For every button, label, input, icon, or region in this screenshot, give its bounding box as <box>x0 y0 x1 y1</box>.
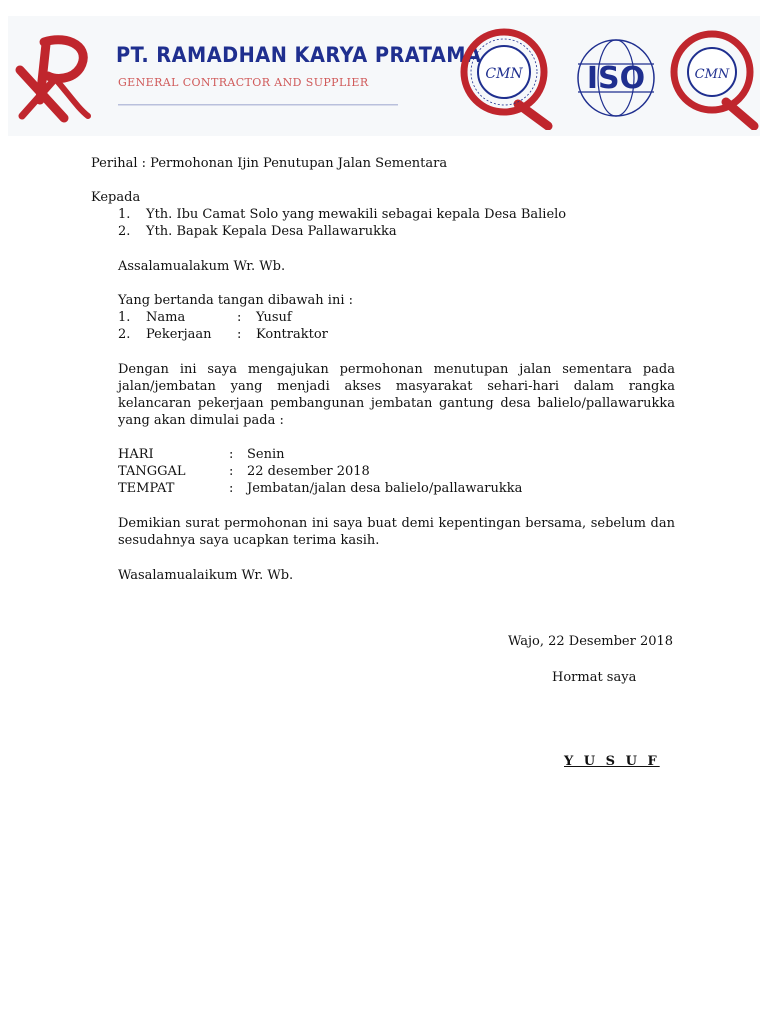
cmn-quality-badge-icon <box>456 22 556 130</box>
field-value-occupation: Kontraktor <box>256 327 328 342</box>
field-separator: : <box>237 327 242 342</box>
signature-name: Y U S U F <box>564 754 660 769</box>
recipient-number: 2. <box>118 224 131 239</box>
letterhead <box>8 16 760 136</box>
letter-subject: Perihal : Permohonan Ijin Penutupan Jalan Sementara <box>91 156 448 171</box>
schedule-separator: : <box>229 464 234 479</box>
schedule-value-day: Senin <box>247 447 285 462</box>
schedule-separator: : <box>229 447 234 462</box>
schedule-separator: : <box>229 481 234 496</box>
field-label-occupation: Pekerjaan <box>146 327 212 342</box>
schedule-value-date: 22 desember 2018 <box>247 464 370 479</box>
schedule-label-place: TEMPAT <box>118 481 175 496</box>
badge-center-text: ISO <box>586 61 646 96</box>
field-number: 2. <box>118 327 131 342</box>
recipient-heading: Kepada <box>91 190 141 205</box>
recipient-line: Yth. Ibu Camat Solo yang mewakili sebagai kepala Desa Balielo <box>146 207 567 222</box>
signer-intro: Yang bertanda tangan dibawah ini : <box>118 293 353 308</box>
company-name: PT. RAMADHAN KARYA PRATAMA <box>116 43 482 67</box>
field-number: 1. <box>118 310 131 325</box>
field-value-name: Yusuf <box>256 310 292 325</box>
schedule-label-date: TANGGAL <box>118 464 186 479</box>
schedule-label-day: HARI <box>118 447 154 462</box>
schedule-value-place: Jembatan/jalan desa balielo/pallawarukka <box>247 481 523 496</box>
badge-right-text: CMN <box>694 67 730 82</box>
company-logo-icon <box>14 30 94 126</box>
field-separator: : <box>237 310 242 325</box>
field-label-name: Nama <box>146 310 186 325</box>
company-tagline: GENERAL CONTRACTOR AND SUPPLIER <box>118 76 369 89</box>
badge-left-text: CMN <box>485 66 523 82</box>
regards: Hormat saya <box>552 670 637 685</box>
closing-paragraph: Demikian surat permohonan ini saya buat demi kepentingan bersama, sebelum dan sesudahnya saya ucapkan terima kasih. <box>118 516 675 548</box>
iso-badge-icon <box>568 30 664 126</box>
place-date: Wajo, 22 Desember 2018 <box>508 634 674 649</box>
cmn-quality-badge-right-icon <box>668 22 760 130</box>
company-address-line <box>118 102 418 108</box>
greeting: Assalamualakum Wr. Wb. <box>118 259 286 274</box>
farewell: Wasalamualaikum Wr. Wb. <box>118 568 294 583</box>
recipient-line: Yth. Bapak Kepala Desa Pallawarukka <box>146 224 397 239</box>
recipient-number: 1. <box>118 207 131 222</box>
body-paragraph: Dengan ini saya mengajukan permohonan menutupan jalan sementara pada jalan/jembatan yang menjadi akses masyarakat sehari-hari dalam rangka kelancaran pekerjaan pembangunan jembatan gantung desa balielo/pallawarukka yang akan dimulai pada : <box>118 362 675 428</box>
